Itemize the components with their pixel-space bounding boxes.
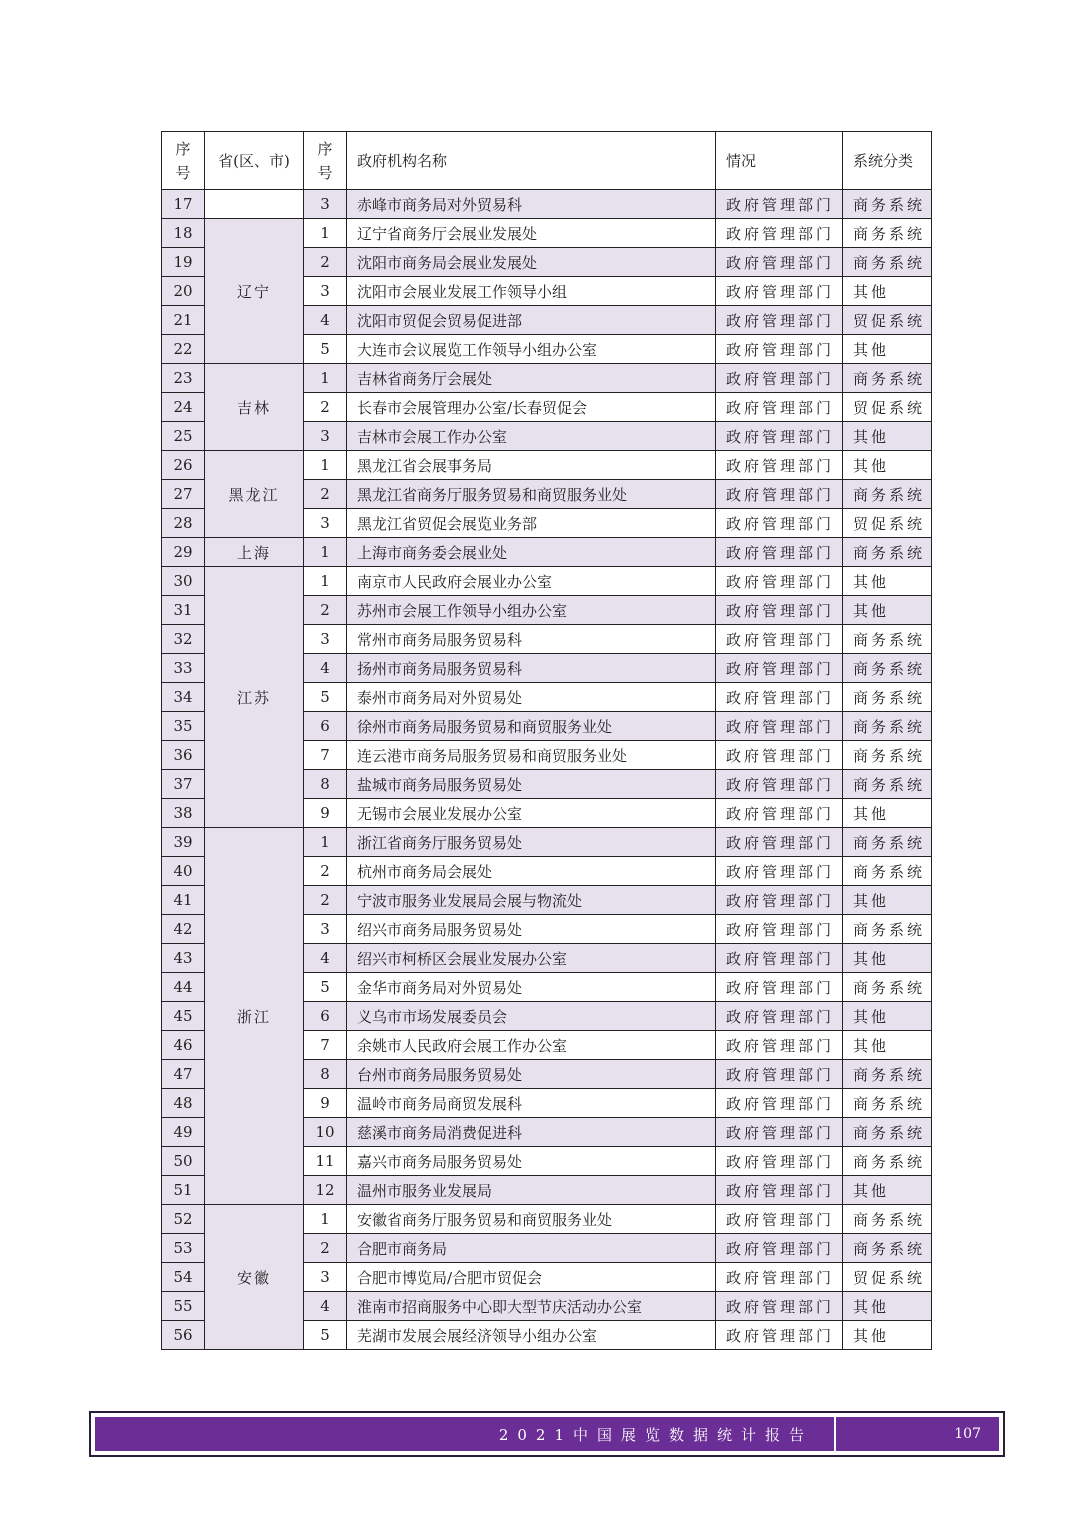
table-row [162,538,932,567]
sub-number: 2 [304,1234,347,1263]
agency-name: 长春市会展管理办公室/长春贸促会 [347,393,716,422]
agency-name: 辽宁省商务厅会展业发展处 [347,219,716,248]
category-cell: 其他 [843,335,932,364]
table-row [162,190,932,219]
table-row [162,828,932,857]
sub-number: 7 [304,741,347,770]
row-number: 53 [162,1234,205,1263]
sub-number: 4 [304,944,347,973]
category-cell: 商务系统 [843,625,932,654]
category-cell: 其他 [843,422,932,451]
status-cell: 政府管理部门 [716,1060,843,1089]
footer-band [95,1417,999,1451]
sub-number: 6 [304,712,347,741]
agency-name: 连云港市商务局服务贸易和商贸服务业处 [347,741,716,770]
agency-name: 苏州市会展工作领导小组办公室 [347,596,716,625]
row-number: 56 [162,1321,205,1350]
table-row [162,1205,932,1234]
row-number: 26 [162,451,205,480]
row-number: 52 [162,1205,205,1234]
row-number: 29 [162,538,205,567]
status-header: 情况 [716,132,843,190]
header-row [162,132,932,190]
status-cell: 政府管理部门 [716,248,843,277]
row-number: 48 [162,1089,205,1118]
agency-name: 无锡市会展业发展办公室 [347,799,716,828]
table-row [162,451,932,480]
category-cell: 商务系统 [843,857,932,886]
agency-name: 安徽省商务厅服务贸易和商贸服务业处 [347,1205,716,1234]
row-number: 19 [162,248,205,277]
sub-number: 3 [304,915,347,944]
sub-number: 2 [304,857,347,886]
status-cell: 政府管理部门 [716,306,843,335]
status-cell: 政府管理部门 [716,741,843,770]
province-cell: 黑龙江 [205,451,304,538]
agency-name: 赤峰市商务局对外贸易科 [347,190,716,219]
row-number: 41 [162,886,205,915]
category-cell: 贸促系统 [843,306,932,335]
category-cell: 贸促系统 [843,393,932,422]
province-cell: 辽宁 [205,219,304,364]
status-cell: 政府管理部门 [716,1118,843,1147]
status-cell: 政府管理部门 [716,480,843,509]
agency-name: 上海市商务委会展业处 [347,538,716,567]
status-cell: 政府管理部门 [716,538,843,567]
sub-number: 2 [304,480,347,509]
agency-name: 台州市商务局服务贸易处 [347,1060,716,1089]
category-cell: 商务系统 [843,1234,932,1263]
row-number: 31 [162,596,205,625]
status-cell: 政府管理部门 [716,1089,843,1118]
agency-name: 吉林市会展工作办公室 [347,422,716,451]
province-cell [205,190,304,219]
status-cell: 政府管理部门 [716,219,843,248]
row-number: 38 [162,799,205,828]
category-cell: 其他 [843,886,932,915]
row-number: 47 [162,1060,205,1089]
sub-number: 2 [304,886,347,915]
status-cell: 政府管理部门 [716,1321,843,1350]
sub-number: 5 [304,1321,347,1350]
category-cell: 其他 [843,451,932,480]
status-cell: 政府管理部门 [716,828,843,857]
agency-name: 余姚市人民政府会展工作办公室 [347,1031,716,1060]
category-cell: 商务系统 [843,1147,932,1176]
sub-number: 2 [304,596,347,625]
agency-name: 黑龙江省贸促会展览业务部 [347,509,716,538]
agency-name-header: 政府机构名称 [347,132,716,190]
agency-name: 温岭市商务局商贸发展科 [347,1089,716,1118]
sub-number: 11 [304,1147,347,1176]
category-cell: 其他 [843,277,932,306]
sub-number: 1 [304,567,347,596]
category-cell: 其他 [843,1031,932,1060]
agency-name: 义乌市市场发展委员会 [347,1002,716,1031]
agency-name: 大连市会议展览工作领导小组办公室 [347,335,716,364]
category-cell: 商务系统 [843,219,932,248]
row-number: 55 [162,1292,205,1321]
row-number: 23 [162,364,205,393]
sub-number: 2 [304,248,347,277]
agency-name: 沈阳市会展业发展工作领导小组 [347,277,716,306]
status-cell: 政府管理部门 [716,190,843,219]
sub-number: 8 [304,770,347,799]
status-cell: 政府管理部门 [716,1002,843,1031]
status-cell: 政府管理部门 [716,1205,843,1234]
status-cell: 政府管理部门 [716,364,843,393]
agency-name: 绍兴市柯桥区会展业发展办公室 [347,944,716,973]
agency-name: 淮南市招商服务中心即大型节庆活动办公室 [347,1292,716,1321]
row-number: 21 [162,306,205,335]
row-number: 46 [162,1031,205,1060]
category-cell: 商务系统 [843,248,932,277]
category-cell: 其他 [843,1292,932,1321]
status-cell: 政府管理部门 [716,1031,843,1060]
row-number: 24 [162,393,205,422]
agency-name: 扬州市商务局服务贸易科 [347,654,716,683]
row-number: 22 [162,335,205,364]
sub-number: 7 [304,1031,347,1060]
agency-name: 黑龙江省商务厅服务贸易和商贸服务业处 [347,480,716,509]
agency-name: 温州市服务业发展局 [347,1176,716,1205]
status-cell: 政府管理部门 [716,683,843,712]
sub-number: 4 [304,306,347,335]
row-number: 37 [162,770,205,799]
status-cell: 政府管理部门 [716,1234,843,1263]
status-cell: 政府管理部门 [716,857,843,886]
category-cell: 其他 [843,1002,932,1031]
status-cell: 政府管理部门 [716,277,843,306]
row-number: 28 [162,509,205,538]
status-cell: 政府管理部门 [716,973,843,1002]
status-cell: 政府管理部门 [716,654,843,683]
category-cell: 其他 [843,944,932,973]
sub-number: 3 [304,509,347,538]
status-cell: 政府管理部门 [716,886,843,915]
sub-number: 3 [304,422,347,451]
province-cell: 江苏 [205,567,304,828]
sub-number: 5 [304,335,347,364]
agency-name: 合肥市商务局 [347,1234,716,1263]
status-cell: 政府管理部门 [716,1292,843,1321]
sub-number: 3 [304,190,347,219]
category-cell: 商务系统 [843,190,932,219]
agency-name: 芜湖市发展会展经济领导小组办公室 [347,1321,716,1350]
row-number: 54 [162,1263,205,1292]
category-cell: 商务系统 [843,538,932,567]
row-number: 42 [162,915,205,944]
category-cell: 商务系统 [843,480,932,509]
table-row [162,364,932,393]
category-cell: 商务系统 [843,364,932,393]
row-number: 32 [162,625,205,654]
agency-name: 徐州市商务局服务贸易和商贸服务业处 [347,712,716,741]
agency-name: 杭州市商务局会展处 [347,857,716,886]
status-cell: 政府管理部门 [716,1263,843,1292]
report-title: 2021中国展览数据统计报告 [498,1425,813,1444]
row-number: 45 [162,1002,205,1031]
sub-number: 2 [304,393,347,422]
status-cell: 政府管理部门 [716,770,843,799]
table-body [162,190,932,1350]
category-cell: 商务系统 [843,915,932,944]
row-number: 17 [162,190,205,219]
sub-number: 8 [304,1060,347,1089]
status-cell: 政府管理部门 [716,712,843,741]
page-number: 107 [954,1426,981,1442]
status-cell: 政府管理部门 [716,625,843,654]
sub-number: 1 [304,219,347,248]
row-number: 33 [162,654,205,683]
agency-name: 宁波市服务业发展局会展与物流处 [347,886,716,915]
agency-name: 沈阳市商务局会展业发展处 [347,248,716,277]
agency-name: 浙江省商务厅服务贸易处 [347,828,716,857]
seq-header: 序 号 [162,132,205,190]
sub-number: 6 [304,1002,347,1031]
row-number: 50 [162,1147,205,1176]
category-cell: 贸促系统 [843,1263,932,1292]
category-cell: 商务系统 [843,683,932,712]
status-cell: 政府管理部门 [716,1147,843,1176]
agency-name: 吉林省商务厅会展处 [347,364,716,393]
agency-name: 泰州市商务局对外贸易处 [347,683,716,712]
sub-number: 1 [304,364,347,393]
agency-name: 慈溪市商务局消费促进科 [347,1118,716,1147]
status-cell: 政府管理部门 [716,799,843,828]
status-cell: 政府管理部门 [716,393,843,422]
row-number: 18 [162,219,205,248]
row-number: 30 [162,567,205,596]
agency-name: 合肥市博览局/合肥市贸促会 [347,1263,716,1292]
category-cell: 其他 [843,1176,932,1205]
row-number: 25 [162,422,205,451]
category-cell: 商务系统 [843,741,932,770]
category-cell: 其他 [843,567,932,596]
status-cell: 政府管理部门 [716,1176,843,1205]
row-number: 51 [162,1176,205,1205]
status-cell: 政府管理部门 [716,422,843,451]
sub-number: 3 [304,1263,347,1292]
agency-name: 绍兴市商务局服务贸易处 [347,915,716,944]
page-footer [89,1411,1005,1457]
sub-number: 1 [304,538,347,567]
province-cell: 安徽 [205,1205,304,1350]
sub-number: 3 [304,277,347,306]
category-cell: 商务系统 [843,973,932,1002]
sub-number: 1 [304,1205,347,1234]
agency-name: 南京市人民政府会展业办公室 [347,567,716,596]
status-cell: 政府管理部门 [716,944,843,973]
sub-number: 1 [304,451,347,480]
sub-number: 9 [304,799,347,828]
row-number: 27 [162,480,205,509]
row-number: 34 [162,683,205,712]
category-cell: 商务系统 [843,1060,932,1089]
category-cell: 商务系统 [843,770,932,799]
province-cell: 吉林 [205,364,304,451]
status-cell: 政府管理部门 [716,596,843,625]
status-cell: 政府管理部门 [716,451,843,480]
row-number: 36 [162,741,205,770]
category-cell: 其他 [843,596,932,625]
category-cell: 贸促系统 [843,509,932,538]
agency-name: 嘉兴市商务局服务贸易处 [347,1147,716,1176]
row-number: 35 [162,712,205,741]
category-cell: 商务系统 [843,712,932,741]
sub-number: 4 [304,1292,347,1321]
table-row [162,567,932,596]
category-cell: 其他 [843,1321,932,1350]
category-header: 系统分类 [843,132,932,190]
row-number: 20 [162,277,205,306]
agency-name: 常州市商务局服务贸易科 [347,625,716,654]
category-cell: 商务系统 [843,828,932,857]
province-header: 省(区、市) [205,132,304,190]
agency-name: 盐城市商务局服务贸易处 [347,770,716,799]
agency-table [161,131,932,1350]
province-cell: 浙江 [205,828,304,1205]
status-cell: 政府管理部门 [716,567,843,596]
row-number: 44 [162,973,205,1002]
status-cell: 政府管理部门 [716,915,843,944]
status-cell: 政府管理部门 [716,509,843,538]
agency-name: 黑龙江省会展事务局 [347,451,716,480]
sub-number: 10 [304,1118,347,1147]
category-cell: 商务系统 [843,1205,932,1234]
sub-number: 4 [304,654,347,683]
sub-number: 5 [304,973,347,1002]
sub-number: 9 [304,1089,347,1118]
row-number: 49 [162,1118,205,1147]
table-row [162,219,932,248]
row-number: 39 [162,828,205,857]
status-cell: 政府管理部门 [716,335,843,364]
sub-number: 3 [304,625,347,654]
row-number: 40 [162,857,205,886]
agency-name: 金华市商务局对外贸易处 [347,973,716,1002]
category-cell: 商务系统 [843,654,932,683]
sub-number: 1 [304,828,347,857]
category-cell: 商务系统 [843,1118,932,1147]
sub-number: 12 [304,1176,347,1205]
sub-seq-header: 序 号 [304,132,347,190]
category-cell: 商务系统 [843,1089,932,1118]
province-cell: 上海 [205,538,304,567]
agency-name: 沈阳市贸促会贸易促进部 [347,306,716,335]
sub-number: 5 [304,683,347,712]
row-number: 43 [162,944,205,973]
category-cell: 其他 [843,799,932,828]
